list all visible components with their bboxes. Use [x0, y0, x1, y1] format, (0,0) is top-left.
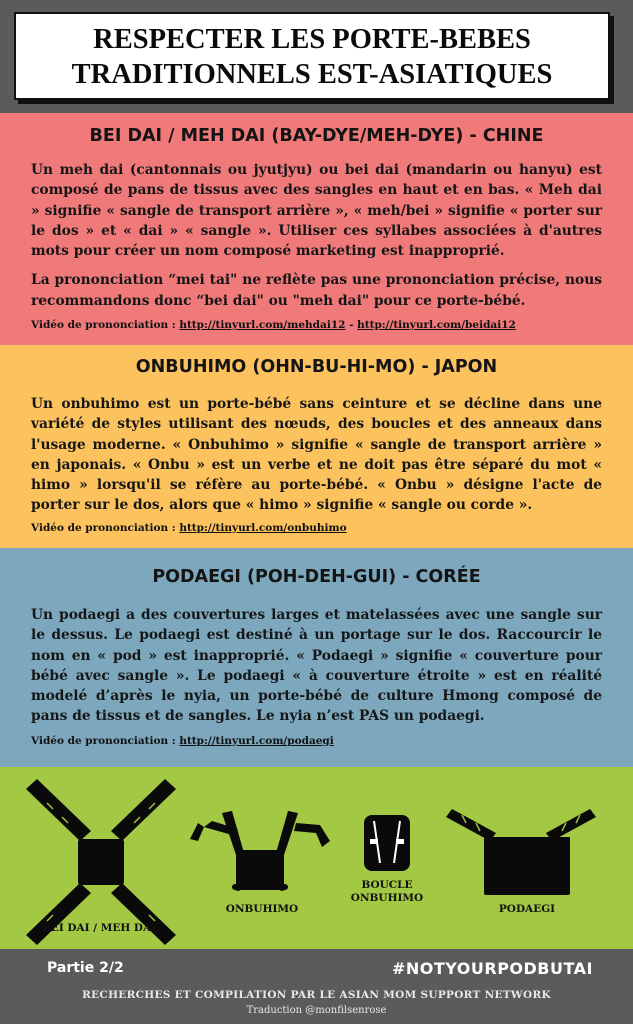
onbuhimo-paragraph-1: Un onbuhimo est un porte-bébé sans ceinture et se décline dans une variété de styles utilisant des nœuds, des boucles et des anneaux dans l'usage moderne. « Onbuhimo » signifie « sangle de transport arrière » en japonais. « Onbu » est un verbe et ne doit pas être séparé du mot « himo » lorsqu'il se réfère au porte-bébé. « Onbu » désigne l'acte de porter sur le dos, alors que « himo » signifie « sangle ou corde ».	[31, 396, 602, 514]
header	[0, 0, 633, 113]
podaegi-video-line	[31, 735, 602, 747]
section-bei-dai	[0, 113, 633, 345]
onbuhimo-carrier-icon	[190, 811, 330, 891]
bei-dai-carrier-icon	[26, 779, 176, 945]
podaegi-carrier-icon	[446, 809, 596, 895]
caption-podaegi: PODAEGI	[498, 903, 556, 915]
section-podaegi	[0, 548, 633, 767]
buckle-onbuhimo-icon	[364, 815, 410, 871]
credits-line: RECHERCHES ET COMPILATION PAR LE ASIAN MOM SUPPORT NETWORK	[82, 989, 551, 1001]
video-label: Vidéo de prononciation :	[31, 734, 176, 747]
onbuhimo-video-line	[31, 522, 602, 534]
section-title-onbuhimo: ONBUHIMO (OHN-BU-HI-MO) - JAPON	[135, 357, 498, 377]
podaegi-link[interactable]: http://tinyurl.com/podaegi	[179, 734, 334, 747]
caption-boucle-line-2: ONBUHIMO	[350, 892, 424, 904]
link-separator: -	[349, 319, 354, 332]
bei-dai-video-line	[31, 319, 602, 331]
carrier-illustrations	[0, 767, 633, 949]
beidai-link[interactable]: http://tinyurl.com/beidai12	[357, 319, 516, 332]
section-title-bei-dai: BEI DAI / MEH DAI (BAY-DYE/MEH-DYE) - CHINE	[89, 126, 544, 146]
title-line-2: TRADITIONNELS EST-ASIATIQUES	[71, 59, 553, 90]
bei-dai-paragraph-1: Un meh dai (cantonnais ou jyutjyu) ou bei dai (mandarin ou hanyu) est composé de pans de tissus avec des sangles en haut et en bas. « Meh dai » signifie « sangle de transport arrière », « meh/bei » signifie « porter sur le dos » et « dai » « sangle ». Utiliser ces syllabes associées à d'autres mots pour créer un nom composé marketing est inapproprié.	[31, 162, 602, 260]
translator-credit: Traduction @monfilsenrose	[246, 1005, 387, 1016]
video-label: Vidéo de prononciation :	[31, 521, 176, 534]
section-title-podaegi: PODAEGI (POH-DEH-GUI) - CORÉE	[152, 567, 481, 587]
part-indicator: Partie 2/2	[47, 960, 124, 976]
caption-boucle-line-1: BOUCLE	[361, 879, 413, 891]
mehdai-link[interactable]: http://tinyurl.com/mehdai12	[179, 319, 346, 332]
hashtag: #NOTYOURPODBUTAI	[391, 959, 593, 978]
onbuhimo-link[interactable]: http://tinyurl.com/onbuhimo	[179, 521, 347, 534]
podaegi-paragraph-1: Un podaegi a des couvertures larges et matelassées avec une sangle sur le dessus. Le podaegi est destiné à un portage sur le dos. Raccourcir le nom en « pod » est inapproprié. « Podaegi » signifie « couverture pour bébé avec sangle ». Le podaegi « à couverture étroite » est en réalité modelé d’après le nyia, un porte-bébé de culture Hmong composé de pans de tissus et de sangles. Le nyia n’est PAS un podaegi.	[31, 607, 602, 725]
caption-bei-dai: BEI DAI / MEH DAI	[41, 922, 157, 934]
title-box	[14, 12, 610, 100]
section-onbuhimo	[0, 345, 633, 548]
caption-onbuhimo: ONBUHIMO	[225, 903, 299, 915]
footer	[0, 949, 633, 1024]
bei-dai-paragraph-2: La prononciation “mei tai" ne reflète pas une prononciation précise, nous recommandons donc “bei dai" ou "meh dai" pour ce porte-bébé.	[31, 272, 602, 309]
video-label: Vidéo de prononciation :	[31, 319, 176, 332]
title-line-1: RESPECTER LES PORTE-BEBES	[93, 24, 531, 55]
